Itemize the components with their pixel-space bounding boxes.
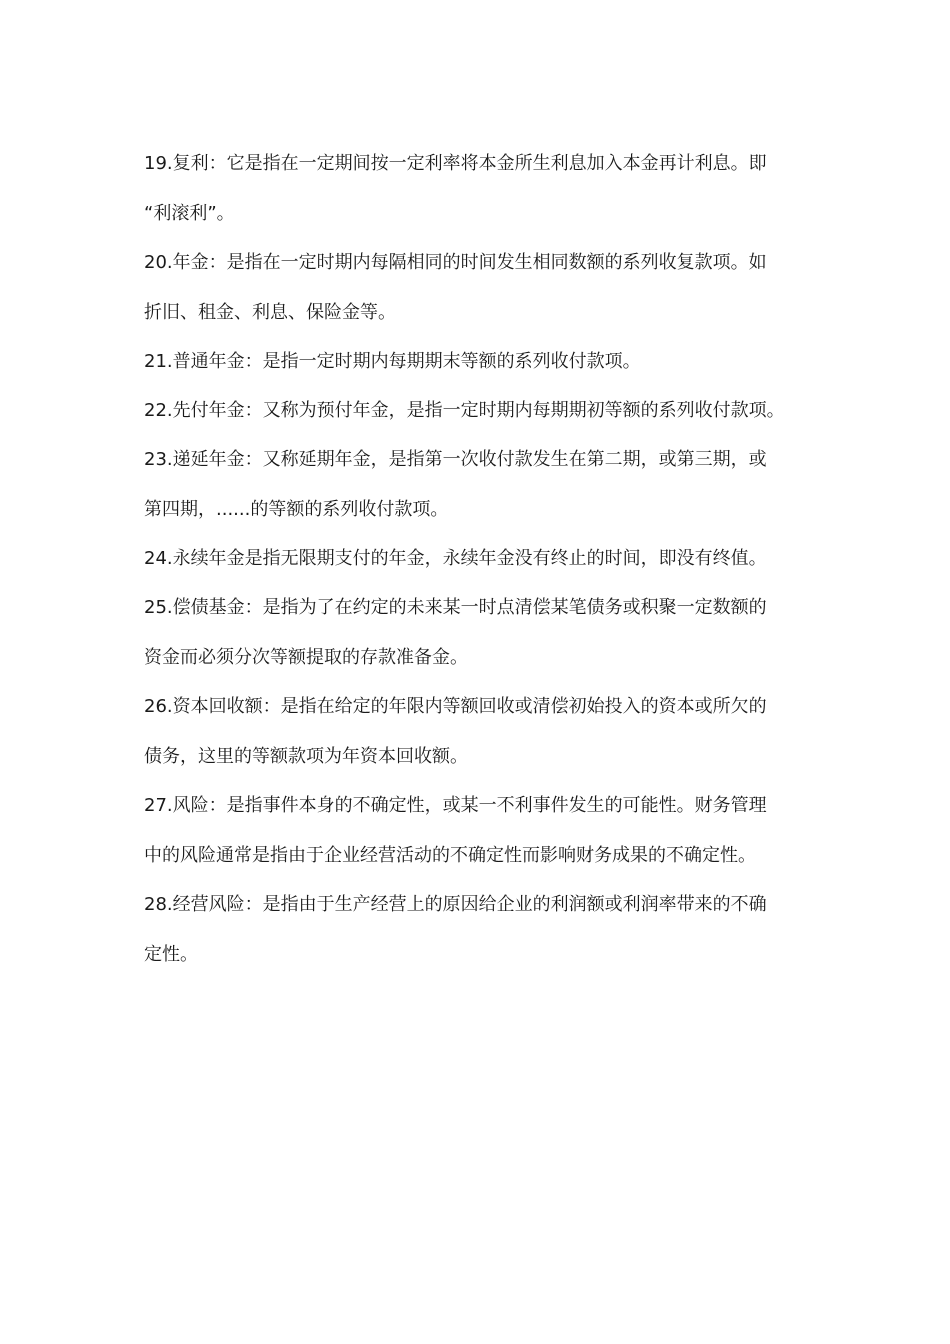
- definition-line: 28.经营风险：是指由于生产经营上的原因给企业的利润额或利润率带来的不确: [144, 894, 767, 915]
- definition-line: 23.递延年金：又称延期年金，是指第一次收付款发生在第二期，或第三期，或: [144, 449, 767, 470]
- definition-line: 中的风险通常是指由于企业经营活动的不确定性而影响财务成果的不确定性。: [144, 845, 756, 866]
- definition-24-perpetuity: [144, 547, 824, 571]
- definition-line: 27.风险：是指事件本身的不确定性，或某一不利事件发生的可能性。财务管理: [144, 795, 767, 816]
- definition-line: 20.年金：是指在一定时期内每隔相同的时间发生相同数额的系列收复款项。如: [144, 252, 767, 273]
- definition-line: 第四期，......的等额的系列收付款项。: [144, 499, 449, 520]
- definition-line: “利滚利”。: [144, 203, 235, 224]
- definition-line: 26.资本回收额：是指在给定的年限内等额回收或清偿初始投入的资本或所欠的: [144, 696, 767, 717]
- definition-line: 折旧、租金、利息、保险金等。: [144, 302, 396, 323]
- definition-20-annuity: [144, 251, 824, 325]
- definition-28-operating-risk: [144, 893, 824, 967]
- definition-line: 21.普通年金：是指一定时期内每期期末等额的系列收付款项。: [144, 351, 641, 372]
- definition-27-risk: [144, 794, 824, 868]
- definition-line: 22.先付年金：又称为预付年金，是指一定时期内每期期初等额的系列收付款项。: [144, 400, 785, 421]
- definition-26-capital-recovery: [144, 695, 824, 769]
- definition-21-ordinary-annuity: [144, 350, 824, 374]
- definition-line: 24.永续年金是指无限期支付的年金，永续年金没有终止的时间，即没有终值。: [144, 548, 767, 569]
- definition-22-annuity-due: [144, 399, 824, 423]
- definition-19-compound-interest: [144, 152, 824, 226]
- definition-23-deferred-annuity: [144, 448, 824, 522]
- definition-25-sinking-fund: [144, 596, 824, 670]
- definition-line: 19.复利：它是指在一定期间按一定利率将本金所生利息加入本金再计利息。即: [144, 153, 767, 174]
- definition-line: 资金而必须分次等额提取的存款准备金。: [144, 647, 468, 668]
- definition-line: 债务，这里的等额款项为年资本回收额。: [144, 746, 468, 767]
- definition-line: 定性。: [144, 944, 198, 965]
- definition-list: [144, 152, 824, 992]
- definition-line: 25.偿债基金：是指为了在约定的未来某一时点清偿某笔债务或积聚一定数额的: [144, 597, 767, 618]
